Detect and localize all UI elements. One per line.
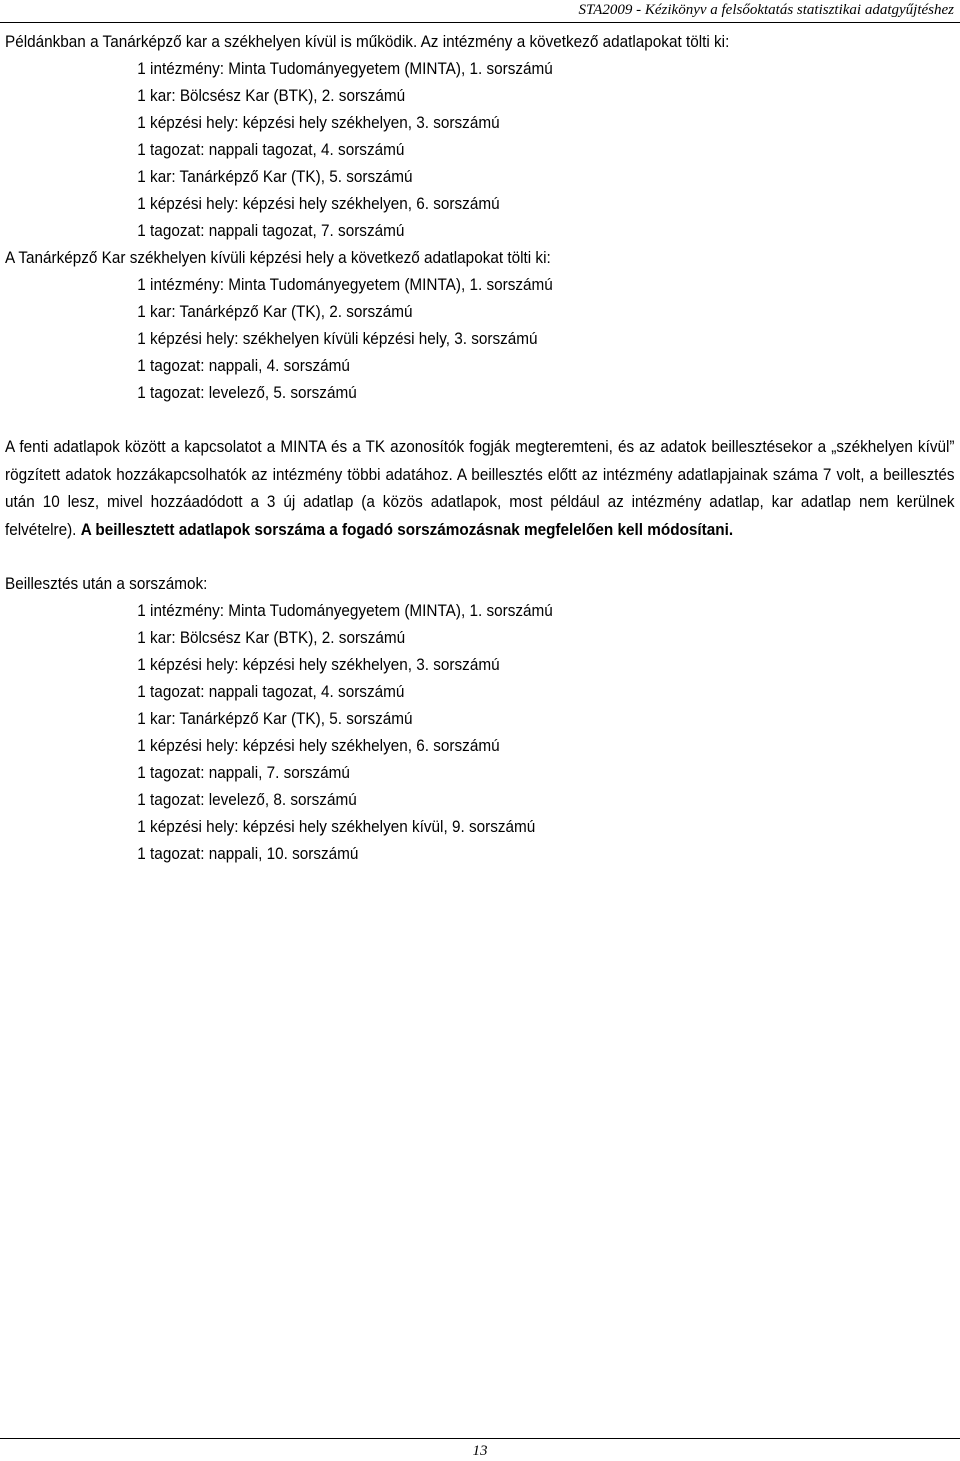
section1-item: 1 kar: Bölcsész Kar (BTK), 2. sorszámú bbox=[137, 86, 406, 105]
page-number: 13 bbox=[472, 1443, 488, 1459]
section3-item: 1 tagozat: levelező, 8. sorszámú bbox=[137, 790, 357, 810]
section3-item: 1 kar: Tanárképző Kar (TK), 5. sorszámú bbox=[137, 709, 413, 729]
section3-item: 1 tagozat: nappali, 7. sorszámú bbox=[137, 763, 350, 783]
section1-item: 1 tagozat: nappali tagozat, 4. sorszámú bbox=[137, 140, 405, 159]
section1-item: 1 képzési hely: képzési hely székhelyen, 3. sorszámú bbox=[137, 113, 500, 132]
section3-intro: Beillesztés után a sorszámok: bbox=[5, 574, 208, 594]
section3-item: 1 tagozat: nappali, 10. sorszámú bbox=[137, 844, 359, 864]
section3-item: 1 kar: Bölcsész Kar (BTK), 2. sorszámú bbox=[137, 628, 406, 648]
running-header: STA2009 - Kézikönyv a felsőoktatás statisztikai adatgyűjtéshez bbox=[578, 2, 954, 18]
document-body bbox=[5, 28, 955, 867]
footer-rule bbox=[0, 1438, 960, 1439]
section2-item: 1 tagozat: levelező, 5. sorszámú bbox=[137, 383, 357, 402]
section2-item: 1 intézmény: Minta Tudományegyetem (MINTA), 1. sorszámú bbox=[137, 275, 553, 294]
header-rule bbox=[0, 22, 960, 23]
section3-item: 1 képzési hely: képzési hely székhelyen, 3. sorszámú bbox=[137, 655, 500, 675]
section2-item: 1 tagozat: nappali, 4. sorszámú bbox=[137, 356, 350, 375]
section1-item: 1 intézmény: Minta Tudományegyetem (MINTA), 1. sorszámú bbox=[137, 59, 553, 78]
section3-item: 1 intézmény: Minta Tudományegyetem (MINTA), 1. sorszámú bbox=[137, 601, 553, 621]
section2-item: 1 kar: Tanárképző Kar (TK), 2. sorszámú bbox=[137, 302, 413, 321]
section1-intro: Példánkban a Tanárképző kar a székhelyen kívül is működik. Az intézmény a következő adatlapokat tölti ki: bbox=[5, 32, 730, 51]
explanation-paragraph bbox=[5, 433, 955, 543]
section3-item: 1 képzési hely: képzési hely székhelyen, 6. sorszámú bbox=[137, 736, 500, 756]
section3-item: 1 tagozat: nappali tagozat, 4. sorszámú bbox=[137, 682, 405, 702]
explanation-text: A fenti adatlapok között a kapcsolatot a MINTA és a TK azonosítók fogják megteremteni, és az adatok beillesztésekor a „székhelyen kívül” rögzített adatok hozzákapcsolhatók az intézmény többi adatához. A beillesztés előtt az intézmény adatlapjainak száma 7 volt, a beillesztés után 10 lesz, mivel hozzáadódott a 3 új adatlap (a közös adatlapok, most például az intézmény adatlap, kar adatlap nem kerülnek felvételre). bbox=[5, 437, 955, 539]
section1-item: 1 kar: Tanárképző Kar (TK), 5. sorszámú bbox=[137, 167, 413, 186]
section1-item: 1 képzési hely: képzési hely székhelyen, 6. sorszámú bbox=[137, 194, 500, 213]
section3-item: 1 képzési hely: képzési hely székhelyen kívül, 9. sorszámú bbox=[137, 817, 536, 837]
section2-intro: A Tanárképző Kar székhelyen kívüli képzési hely a következő adatlapokat tölti ki: bbox=[5, 248, 551, 267]
explanation-bold-note: A beillesztett adatlapok sorszáma a fogadó sorszámozásnak megfelelően kell módosítani. bbox=[80, 519, 734, 539]
section2-item: 1 képzési hely: székhelyen kívüli képzési hely, 3. sorszámú bbox=[137, 329, 538, 348]
section1-item: 1 tagozat: nappali tagozat, 7. sorszámú bbox=[137, 221, 405, 240]
